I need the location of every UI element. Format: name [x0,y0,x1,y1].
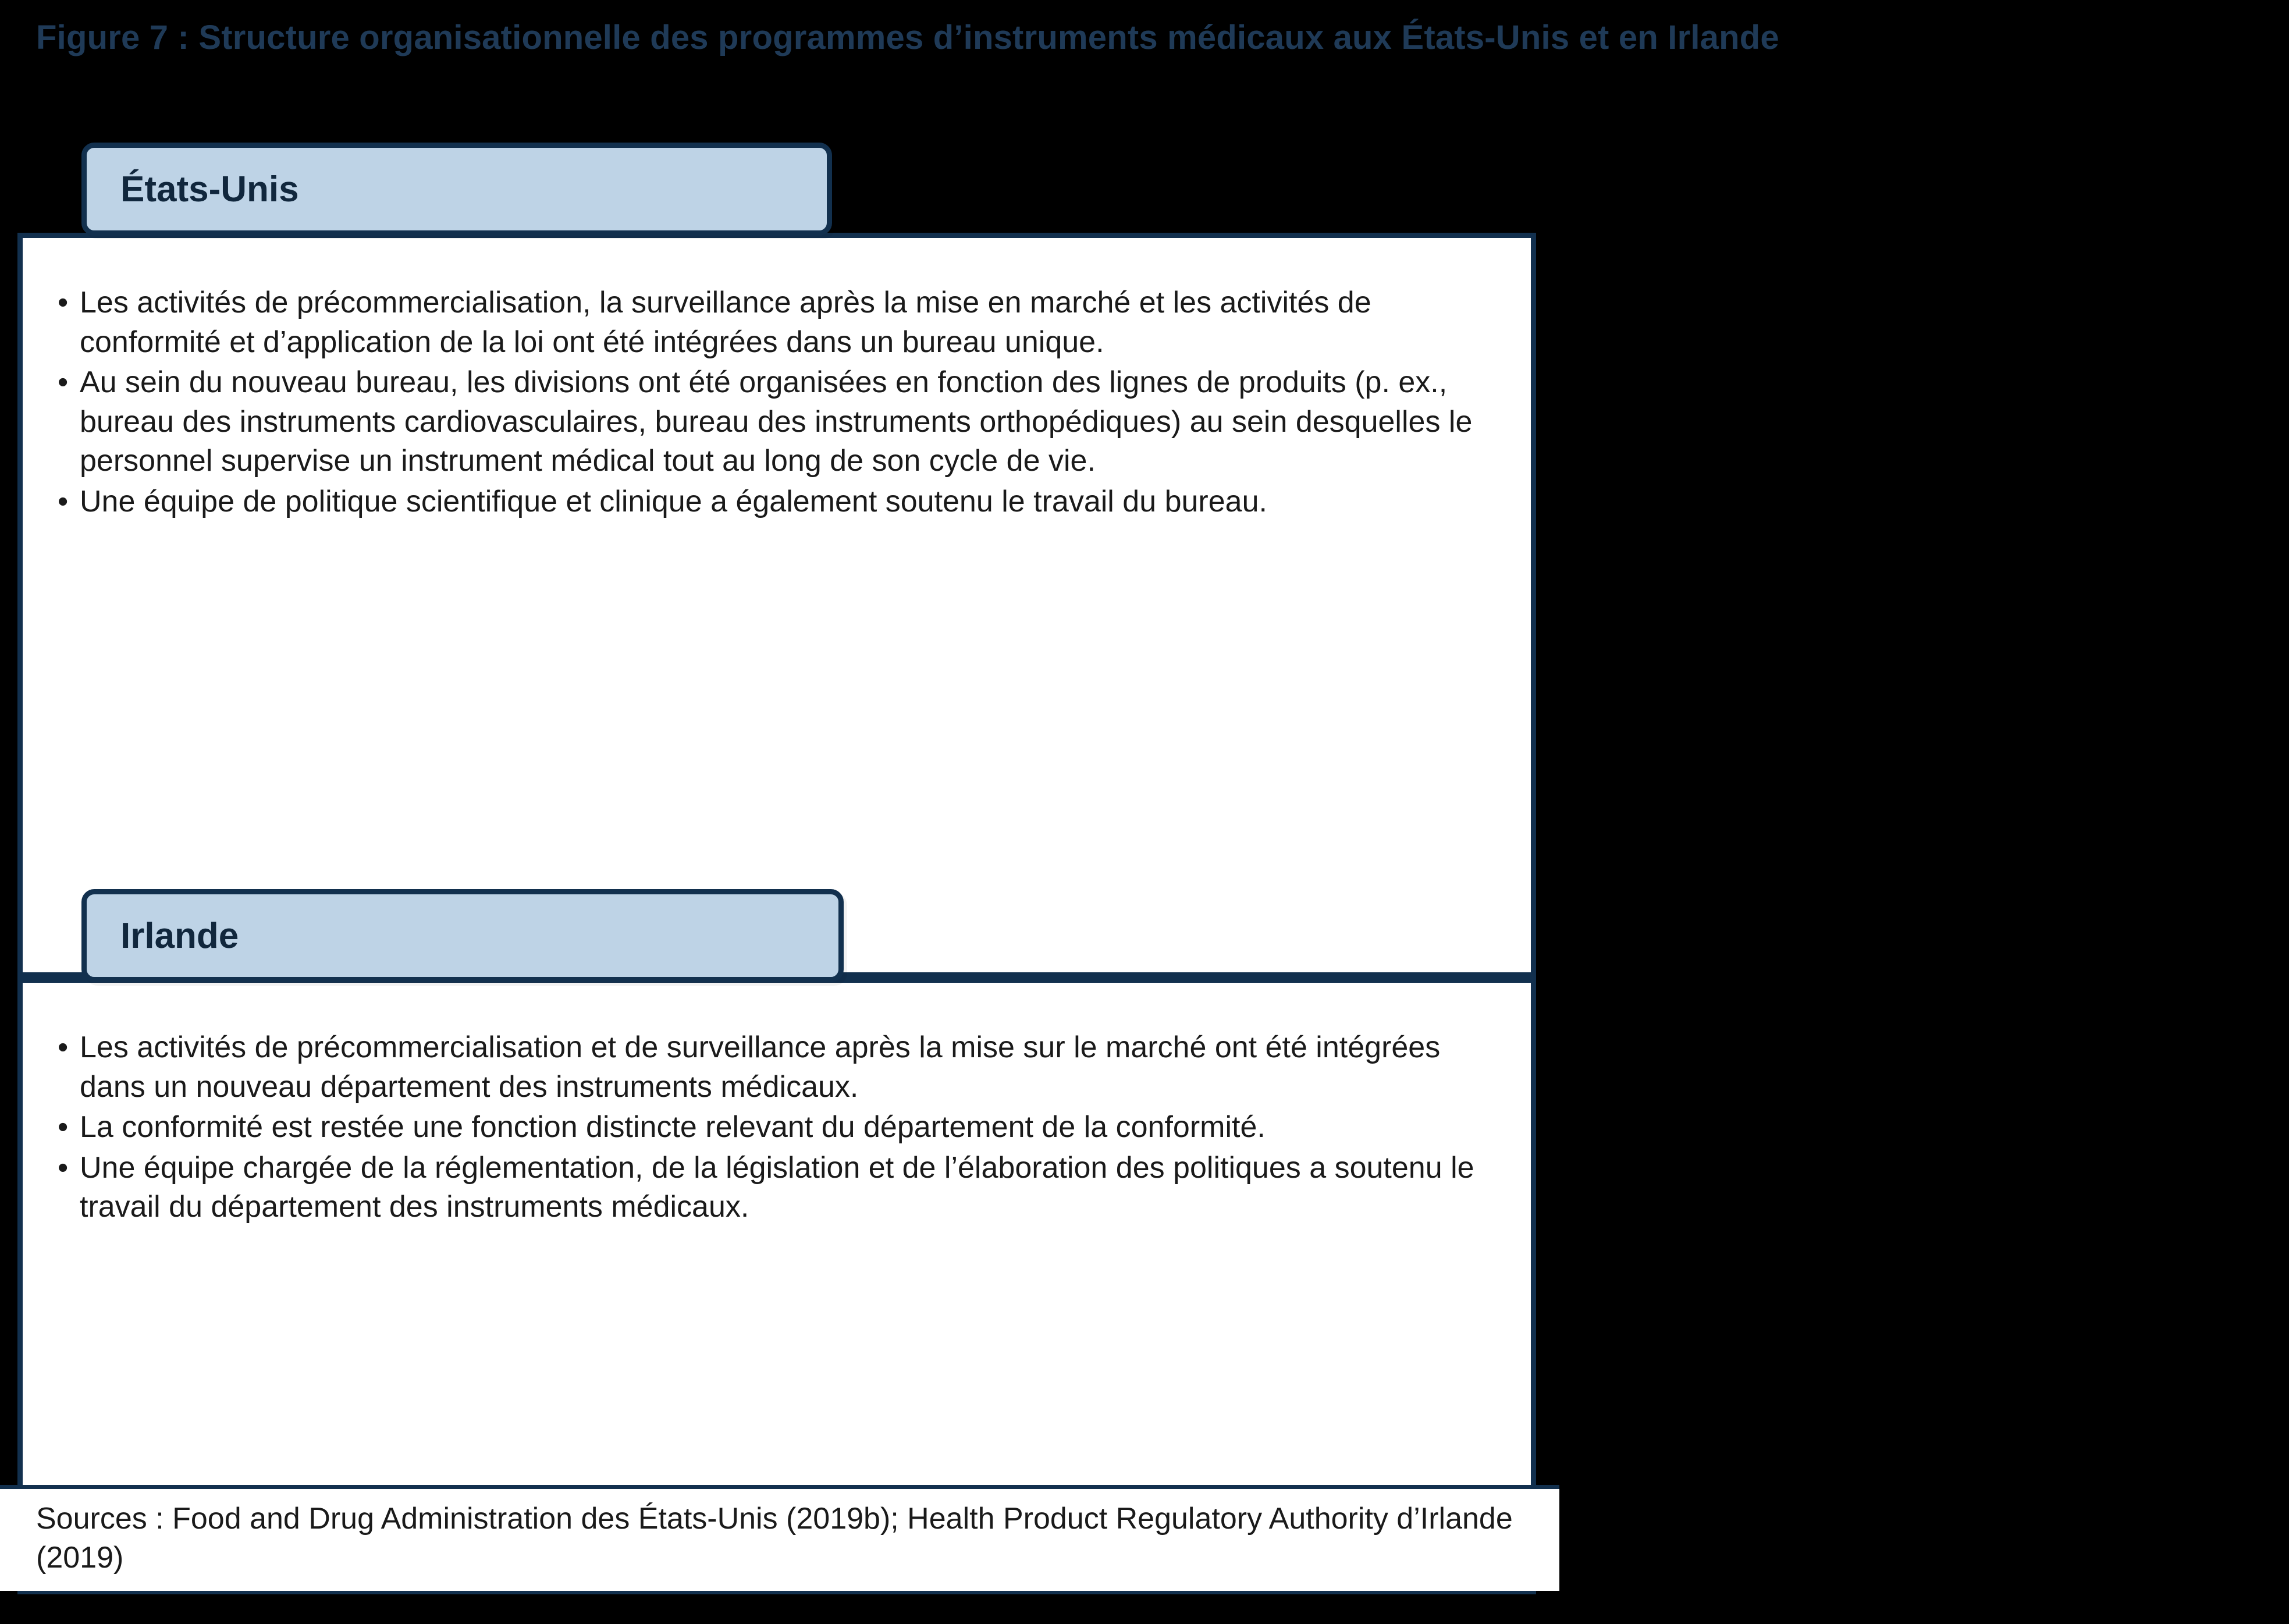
list-item [58,363,1499,481]
list-item [58,1028,1499,1107]
list-item [58,283,1499,362]
bullet-text: Au sein du nouveau bureau, les divisions ont été organisées en fonction des lignes de produits (p. ex., bureau des instruments cardiovasculaires, bureau des instruments orthopédiques) au sein desquelles le personnel supervise un instrument médical tout au long de son cycle de vie. [80,365,1473,478]
bullet-text: La conformité est restée une fonction distincte relevant du département de la conformité. [80,1110,1266,1145]
diagram-area [17,143,1542,1475]
bullet-text: Une équipe de politique scientifique et clinique a également soutenu le travail du bureau. [80,484,1267,518]
bullet-marker-icon: • [58,1150,69,1185]
bullet-text: Les activités de précommercialisation, la surveillance après la mise en marché et les activités de conformité et d’application de la loi ont été intégrées dans un bureau unique. [80,286,1371,359]
bullet-list-etats-unis [58,283,1499,523]
panel-etats-unis [17,233,1536,978]
bullet-list-irlande [58,1028,1499,1228]
bullet-text: Une équipe chargée de la réglementation, de la législation et de l’élaboration des politiques a soutenu le travail du département des instruments médicaux. [80,1150,1474,1224]
figure-title: Figure 7 : Structure organisationnelle des programmes d’instruments médicaux aux États-Unis et en Irlande [36,19,1779,56]
source-note-text: Sources : Food and Drug Administration des États-Unis (2019b); Health Product Regulatory Authority d’Irlande (2019) [36,1502,1513,1575]
bullet-marker-icon: • [58,286,69,319]
bullet-marker-icon: • [58,1030,69,1064]
list-item [58,1108,1499,1147]
bullet-marker-icon: • [58,1110,69,1145]
list-item [58,482,1499,522]
list-item [58,1149,1499,1227]
source-note [0,1485,1559,1591]
panel-header-irlande: Irlande [81,889,844,982]
bullet-marker-icon: • [58,365,69,400]
bullet-marker-icon: • [58,484,69,518]
panel-header-etats-unis: États-Unis [81,143,832,236]
bullet-text: Les activités de précommercialisation et de surveillance après la mise sur le marché ont été intégrées dans un nouveau département des instruments médicaux. [80,1030,1441,1104]
